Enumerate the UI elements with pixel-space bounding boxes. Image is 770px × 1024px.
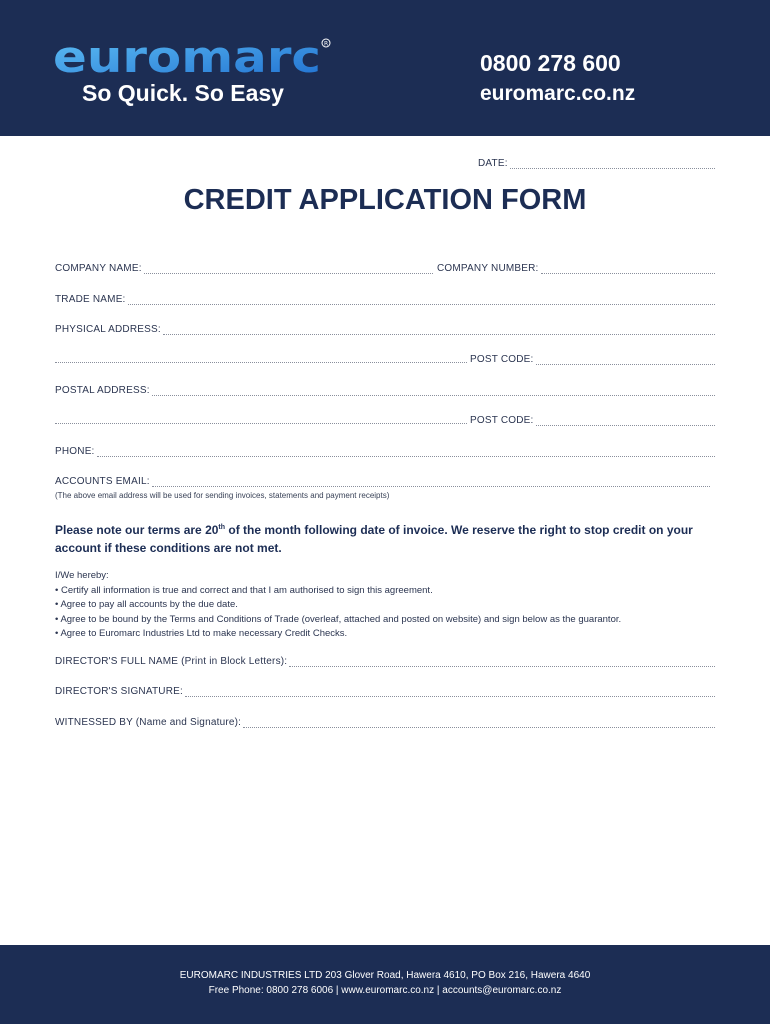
postal-post-code-line[interactable]: [536, 417, 716, 426]
form-title: CREDIT APPLICATION FORM: [183, 184, 587, 216]
company-number-line[interactable]: [541, 265, 715, 274]
date-line[interactable]: [510, 160, 715, 169]
director-signature-line[interactable]: [185, 688, 715, 697]
company-number-label: COMPANY NUMBER:: [437, 263, 539, 274]
header-banner: [0, 0, 770, 136]
phone-line[interactable]: [97, 448, 715, 457]
svg-text:euromarc: euromarc: [53, 34, 321, 82]
agreement-list: [55, 569, 621, 642]
accounts-email-field[interactable]: [55, 476, 710, 487]
witnessed-by-line[interactable]: [243, 719, 715, 728]
physical-address-line2[interactable]: [55, 354, 467, 363]
euromarc-logo: [53, 34, 333, 82]
payment-terms: [55, 519, 715, 557]
postal-address-line2[interactable]: [55, 415, 467, 424]
terms-text-start: Please note our terms are 20: [55, 523, 219, 537]
physical-post-code-line[interactable]: [536, 356, 716, 365]
date-label: DATE:: [478, 158, 508, 169]
slogan: So Quick. So Easy: [82, 80, 284, 106]
company-name-field[interactable]: [55, 263, 433, 274]
header-phone: 0800 278 600: [480, 50, 621, 76]
physical-address-field[interactable]: [55, 324, 715, 335]
footer-banner: [0, 945, 770, 1024]
phone-field[interactable]: [55, 446, 715, 457]
postal-address-field[interactable]: [55, 385, 715, 396]
postal-address-label: POSTAL ADDRESS:: [55, 385, 150, 396]
postal-post-code-label: POST CODE:: [470, 415, 534, 426]
terms-text-end: of the month following date of invoice. We reserve the right to stop credit on your account if these conditions are not met.: [55, 523, 693, 555]
accounts-email-label: ACCOUNTS EMAIL:: [55, 476, 150, 487]
company-name-label: COMPANY NAME:: [55, 263, 142, 274]
director-name-field[interactable]: [55, 656, 715, 667]
date-field[interactable]: [478, 158, 715, 169]
director-name-line[interactable]: [289, 658, 715, 667]
director-name-label: DIRECTOR'S FULL NAME (Print in Block Letters):: [55, 656, 288, 667]
witnessed-by-field[interactable]: [55, 717, 715, 728]
company-name-line[interactable]: [144, 265, 433, 274]
physical-address-label: PHYSICAL ADDRESS:: [55, 324, 161, 335]
trade-name-field[interactable]: [55, 294, 715, 305]
accounts-email-line[interactable]: [152, 478, 710, 487]
physical-address-line2-field[interactable]: [55, 354, 467, 363]
footer-contact: Free Phone: 0800 278 6006 | www.euromarc.co.nz | accounts@euromarc.co.nz: [208, 985, 562, 996]
header-website: euromarc.co.nz: [480, 82, 636, 105]
postal-address-line[interactable]: [152, 387, 715, 396]
agreement-item: • Agree to Euromarc Industries Ltd to make necessary Credit Checks.: [55, 628, 348, 639]
phone-label: PHONE:: [55, 446, 95, 457]
company-number-field[interactable]: [437, 263, 715, 274]
agreement-item: • Agree to pay all accounts by the due date.: [55, 599, 238, 610]
physical-address-line[interactable]: [163, 326, 715, 335]
physical-post-code-field[interactable]: [470, 354, 715, 365]
physical-post-code-label: POST CODE:: [470, 354, 534, 365]
trade-name-label: TRADE NAME:: [55, 294, 126, 305]
director-signature-label: DIRECTOR'S SIGNATURE:: [55, 686, 183, 697]
hereby-text: I/We hereby:: [55, 570, 109, 581]
agreement-item: • Agree to be bound by the Terms and Conditions of Trade (overleaf, attached and posted on website) and sign below as the guarantor.: [55, 613, 622, 625]
terms-superscript: th: [218, 524, 226, 531]
svg-text:R: R: [324, 40, 329, 48]
witnessed-by-label: WITNESSED BY (Name and Signature):: [55, 717, 242, 728]
agreement-item: • Certify all information is true and correct and that I am authorised to sign this agreement.: [55, 584, 433, 596]
director-signature-field[interactable]: [55, 686, 715, 697]
footer-address: EUROMARC INDUSTRIES LTD 203 Glover Road, Hawera 4610, PO Box 216, Hawera 4640: [179, 970, 591, 981]
trade-name-line[interactable]: [128, 296, 715, 305]
email-note: (The above email address will be used for sending invoices, statements and payment receipts): [55, 491, 390, 500]
postal-post-code-field[interactable]: [470, 415, 715, 426]
postal-address-line2-field[interactable]: [55, 415, 467, 424]
